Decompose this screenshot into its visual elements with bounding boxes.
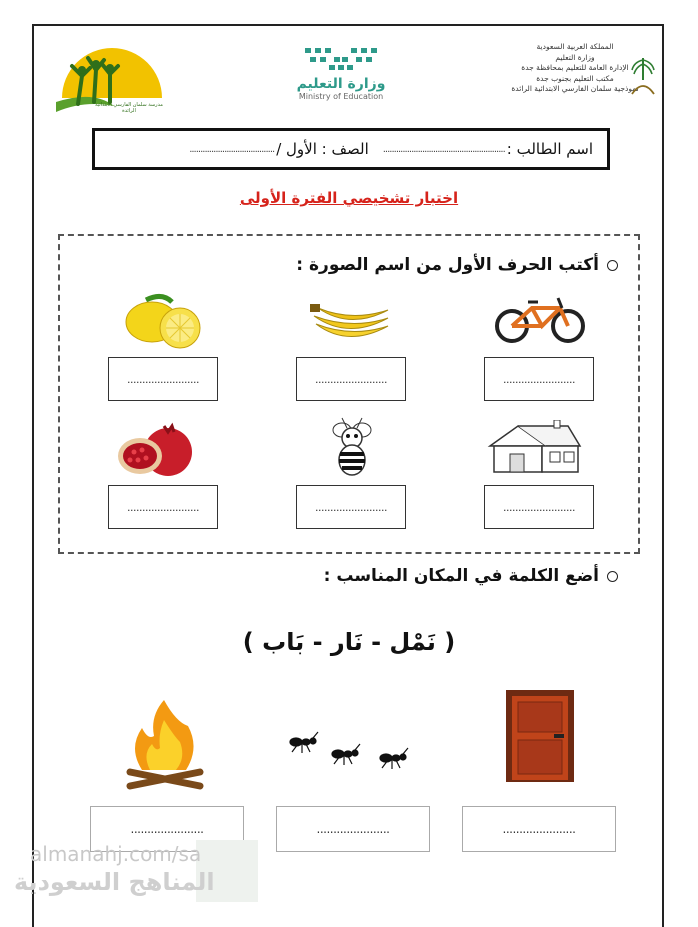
bicycle-icon	[490, 290, 588, 346]
house-icon	[484, 420, 584, 476]
answer-box[interactable]	[462, 806, 616, 852]
answer-box[interactable]	[108, 357, 218, 401]
answer-box[interactable]	[296, 357, 406, 401]
answer-dots: ......................	[316, 822, 390, 836]
header-line: المملكة العربية السعودية	[536, 42, 614, 51]
saudi-emblem-icon	[628, 54, 658, 96]
question2-heading	[324, 566, 618, 586]
fire-icon	[124, 696, 206, 792]
answer-box[interactable]	[276, 806, 430, 852]
header-line: نموذجية سلمان الفارسي الابتدائية الرائدة	[511, 84, 639, 93]
school-logo-text: مدرسة سلمان الفارسي الابتدائية الرائدة	[95, 102, 163, 114]
answer-dots: ......................	[130, 822, 204, 836]
bullet-icon	[607, 571, 618, 582]
answer-box[interactable]	[296, 485, 406, 529]
answer-dots: ........................	[127, 372, 199, 386]
answer-box[interactable]	[108, 485, 218, 529]
question1-text: أكتب الحرف الأول من اسم الصورة :	[296, 255, 599, 275]
answer-box[interactable]	[484, 485, 594, 529]
student-name-label: اسم الطالب :	[506, 140, 593, 158]
student-info-box	[92, 128, 610, 170]
answer-dots: ........................	[315, 372, 387, 386]
school-logo	[54, 40, 166, 122]
watermark-url: almanahj.com/sa	[30, 842, 202, 866]
question1-heading	[296, 255, 618, 275]
word-bank: ( نَمْل - نَار - بَاب )	[242, 628, 456, 656]
answer-box[interactable]	[484, 357, 594, 401]
bullet-icon	[607, 260, 618, 271]
ministry-name-ar: وزارة التعليم	[296, 76, 386, 92]
student-name-field[interactable]: ........................................................	[382, 143, 505, 155]
answer-dots: ........................	[503, 500, 575, 514]
ministry-logo	[296, 44, 386, 101]
grade-label: الصف : الأول /	[276, 140, 369, 158]
grade-field[interactable]: .......................................	[189, 143, 275, 155]
exam-title: اختبار تشخيصي الفترة الأولى	[239, 189, 459, 207]
header-line: الإدارة العامة للتعليم بمحافظة جدة	[521, 63, 629, 72]
lemon-icon	[116, 292, 208, 350]
answer-dots: ......................	[502, 822, 576, 836]
header-line: مكتب التعليم بجنوب جدة	[536, 73, 614, 83]
ministry-name-en: Ministry of Education	[298, 92, 384, 101]
door-icon	[504, 688, 576, 784]
answer-dots: ........................	[127, 500, 199, 514]
ministry-dots-icon	[301, 44, 381, 72]
exam-title-container	[0, 188, 698, 207]
header-line: وزارة التعليم	[555, 52, 595, 62]
bananas-icon	[308, 296, 392, 344]
watermark-text: المناهج السعودية	[14, 868, 215, 896]
pomegranate-icon	[114, 422, 204, 480]
question2-text: أضع الكلمة في المكان المناسب :	[323, 566, 599, 586]
bee-icon	[320, 414, 384, 478]
answer-dots: ........................	[315, 500, 387, 514]
ants-icon	[282, 724, 422, 774]
answer-dots: ........................	[503, 372, 575, 386]
